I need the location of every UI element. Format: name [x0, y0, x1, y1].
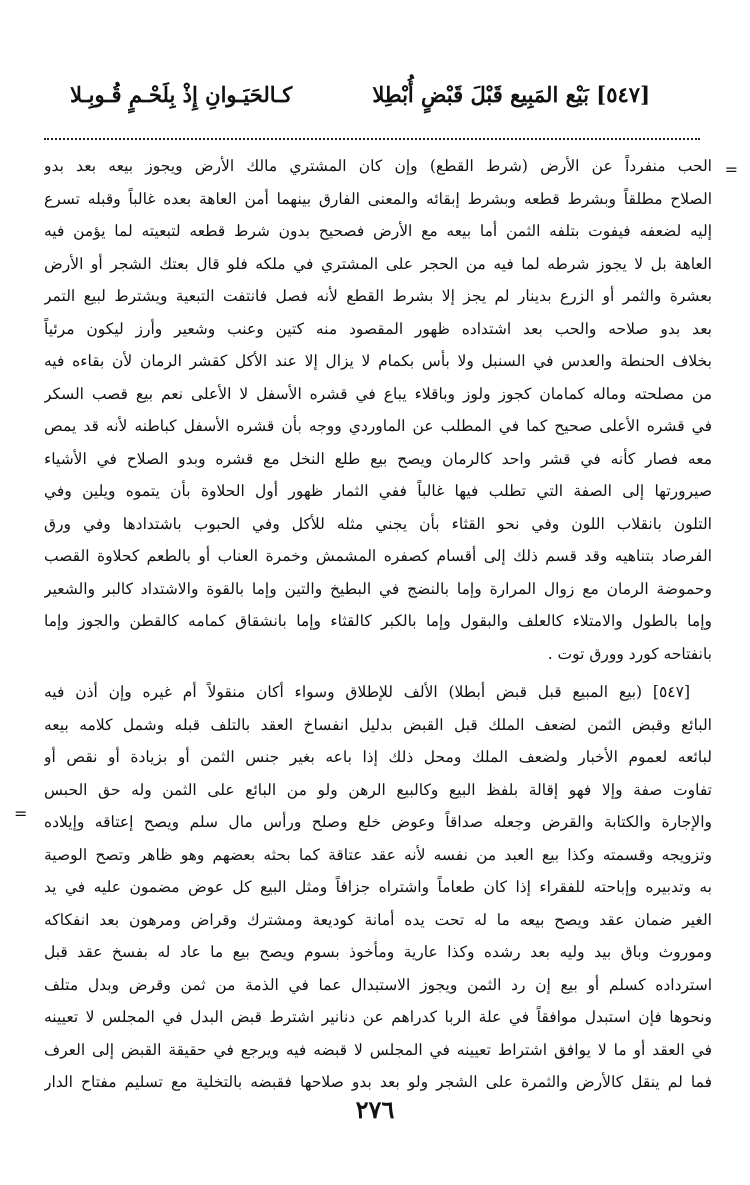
text-line: الحب منفرداً عن الأرض (شرط القطع) وإن كان المشتري مالك الأرض ويجوز بيعه بعد بدو — [44, 157, 712, 175]
text-line: في قشره الأعلى صحيح كما في المطلب عن الماوردي ووجه بأن قشره الأسفل كباطنه لأنه قد يمص — [44, 417, 712, 435]
text-line: صيرورتها إلى الصفة التي تطلب فيها غالباً ففي الثمار ظهور أول الحلاوة بأن يتموه ويلين وفي — [44, 482, 712, 500]
text-line: الفرصاد بتناهيه وقد قسم ذلك إلى أقسام كصفره المشمش وخمرة العناب أو بالطعم كحلاوة القصب — [44, 547, 712, 565]
text-line: فما لم ينقل كالأرض والثمرة على الشجر ولو بعد بدو صلاحها فقبضه بالتخلية مع تسليم مفتاح الدار — [44, 1073, 712, 1091]
text-line: في العقد أو ما لا يوافق اشتراط تعيينه في المجلس لا قبضه فيه ويرجع في حقيقة القبض إلى العرف — [44, 1040, 712, 1059]
page-body — [14, 150, 738, 1099]
text-line: وإما بالطول والامتلاء كالعلف والبقول وإما بالكبر كالقثاء وإما بانشقاق كمامه كالقطن والجوز وإما — [44, 612, 712, 630]
text-line: إليه لضعفه فيفوت بتلفه الثمن أما بيعه مع الأرض فصحيح بدون شرط قطعه لتبعيته لما يؤمن فيه — [44, 222, 712, 240]
text-line: تفاوت صفة وإلا فهو إقالة بلفظ البيع وكالبيع الرهن ولو من البائع على الثمن وله حق الحبس — [44, 780, 712, 799]
text-line: التلون بانقلاب اللون وفي نحو القثاء بأن يجني مثله للأكل وفي الحبوب باشتدادها وفي ورق — [44, 514, 712, 533]
text-line: بانفتاحه كورد وورق توت . — [547, 644, 712, 663]
continuation-mark-end: = — [14, 804, 28, 823]
text-line: لبائعه لعموم الأخبار ولضعف الملك ومحل ذلك إذا باعه بغير جنس الثمن أو بزيادة أو نقص أو — [44, 748, 712, 766]
page-number: ٢٧٦ — [355, 1095, 395, 1124]
text-line: بخلاف الحنطة والعدس في السنبل ولا بأس بكمام لا يزال إلا عند الأكل كقشر الرمان لأن بقاءه فيه — [44, 352, 712, 370]
text-line: استرداده كسلم أو بيع إن رد الثمن ويجوز الاستبدال عما في الذمة من ثمن وقرض وبدل متلف — [44, 975, 712, 994]
text-line: البائع وقبض الثمن لضعف الملك قبل القبض بدليل انفساخ العقد بالتلف قبله وشمل كلامه بيعه — [44, 715, 712, 734]
text-line: ونحوها فإن استبدل موافقاً في علة الربا كدراهم عن دنانير اشترط قبض البدل في المجلس لا تعيينه — [44, 1008, 712, 1026]
commentary-paragraph-2 — [44, 676, 712, 1099]
text-line: والإجارة والكتابة والقرض وجعله صداقاً وعوض خلع وصلح ورأس مال سلم ويصح إعتاقه وإيلاده — [44, 813, 712, 831]
text-line: بعشرة والثمر أو الزرع بدينار لم يجز إلا بشرط القطع لأنه فصل فانتفت التبعية ويشترط لبيع التمر — [44, 287, 712, 305]
text-line: به وتدبيره وإباحته للفقراء إذا كان طعاماً واشتراه جزافاً ومثل البيع كل عوض مضمون عليه في يد — [44, 878, 712, 896]
page-header — [70, 82, 650, 107]
text-line: العاهة بل لا يجوز شرطه لما فيه من الحجر على المشتري في ملكه فلو قال بعتك الشجر أو الأرض — [44, 254, 712, 273]
commentary-paragraph-1 — [44, 150, 712, 670]
text-line: معه فصار كأنه في قشر واحد كالرمان ويصح بيع طلع النخل مع قشره وبدو الصلاح في الأشياء — [44, 449, 712, 468]
text-line: وحموضة الرمان مع زوال المرارة وإما بالنضج في البطيخ والتين وإما بالقوة والاشتداد كالبر والشعير — [44, 579, 712, 598]
text-line: من مصلحته وماله كمامان كجوز ولوز وباقلاء يباع في قشره الأسفل لا الأعلى نعم بيع قصب السكر — [44, 384, 712, 403]
text-line: الغير ضمان عقد ويصح بيعه ما له تحت يده أمانة كوديعة ومشترك وقراض ومرهون بعد انفكاكه — [44, 910, 712, 929]
text-line: وموروث وباق بيد وليه بعد رشده وكذا عارية ومأخوذ بسوم ويصح بيع ما عاد له بفسخ عقد قبل — [44, 943, 712, 961]
text-line: الصلاح مطلقاً وبشرط قطعه وبشرط إبقائه والمعنى الفارق بينهما أمن العاهة بعده غالباً وقبله تسرع — [44, 189, 712, 208]
verse-first-hemistich: [٥٤٧] بَيْع المَبِيع قَبْلَ قَبْضٍ أُبْطِلا — [372, 82, 650, 107]
verse-second-hemistich: كـالحَيَـوانِ إِذْ بِلَحْـمٍ قُـوبِـلا — [70, 82, 293, 107]
text-line: بعد بدو صلاحه والحب بعد اشتداده ظهور المقصود منه كتين وعنب وشعير وأرز ليكون مرئياً — [44, 319, 712, 338]
text-line: [٥٤٧] (بيع المبيع قبل قبض أبطلا) الألف للإطلاق وسواء أكان منقولاً أم غيره وإن أذن فيه — [44, 683, 690, 701]
header-dotted-divider — [44, 138, 700, 140]
text-line: وتزويجه وقسمته وكذا بيع العبد من نفسه لأنه عقد عتاقة كما بحثه بعضهم وهو ظاهر وتصح الوصية — [44, 845, 712, 864]
continuation-mark-start: = — [724, 160, 738, 179]
